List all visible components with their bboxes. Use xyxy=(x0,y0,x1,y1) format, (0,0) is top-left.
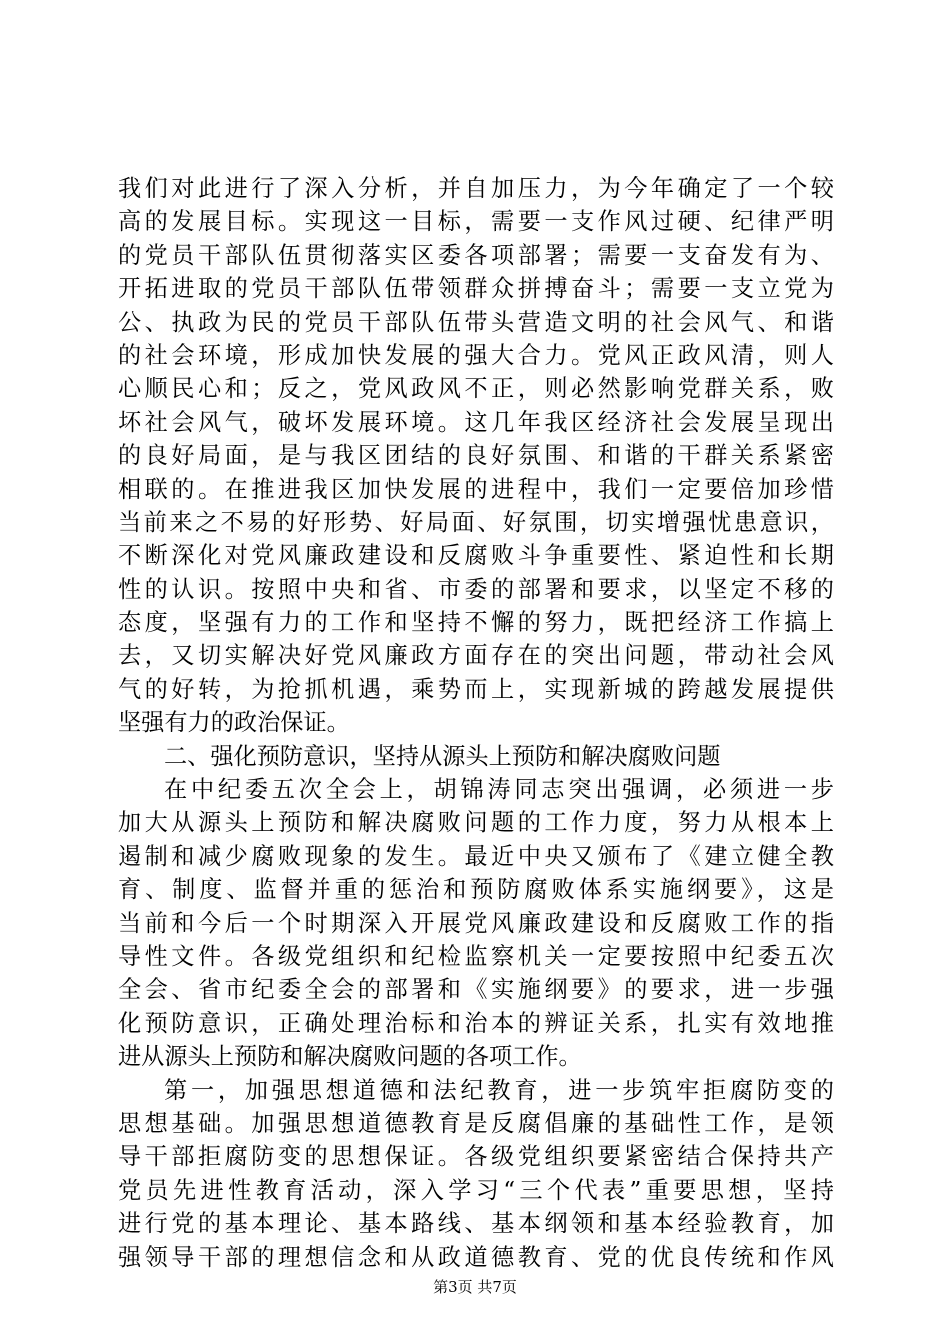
text-line: 气的好转，为抢抓机遇，乘势而上，实现新城的跨越发展提供 xyxy=(118,675,834,703)
text-line: 坏社会风气，破坏发展环境。这几年我区经济社会发展呈现出 xyxy=(118,408,834,436)
text-line: 化预防意识，正确处理治标和治本的辨证关系，扎实有效地推 xyxy=(118,1009,834,1037)
text-line: 坚强有力的政治保证。 xyxy=(118,709,350,737)
text-line: 开拓进取的党员干部队伍带领群众拼搏奋斗；需要一支立党为 xyxy=(118,275,834,303)
text-line: 思想基础。加强思想道德教育是反腐倡廉的基础性工作，是领 xyxy=(118,1109,834,1137)
text-line: 公、执政为民的党员干部队伍带头营造文明的社会风气、和谐 xyxy=(118,308,834,336)
page-number-footer: 第3页 共7页 xyxy=(433,1278,517,1296)
text-line: 去，又切实解决好党风廉政方面存在的突出问题，带动社会风 xyxy=(118,642,834,670)
text-line: 的良好局面，是与我区团结的良好氛围、和谐的干群关系紧密 xyxy=(118,442,834,470)
text-line: 我们对此进行了深入分析，并自加压力，为今年确定了一个较 xyxy=(118,175,834,202)
text-line: 二、强化预防意识，坚持从源头上预防和解决腐败问题 xyxy=(164,742,721,770)
text-line: 党员先进性教育活动，深入学习“三个代表”重要思想，坚持 xyxy=(118,1176,834,1204)
text-line: 导干部拒腐防变的思想保证。各级党组织要紧密结合保持共产 xyxy=(118,1143,834,1171)
text-line: 心顺民心和；反之，党风政风不正，则必然影响党群关系，败 xyxy=(118,375,834,403)
text-line: 进行党的基本理论、基本路线、基本纲领和基本经验教育，加 xyxy=(118,1210,834,1238)
text-line: 态度，坚强有力的工作和坚持不懈的努力，既把经济工作搞上 xyxy=(118,609,834,637)
text-line: 在中纪委五次全会上，胡锦涛同志突出强调，必须进一步 xyxy=(164,776,834,804)
text-line: 导性文件。各级党组织和纪检监察机关一定要按照中纪委五次 xyxy=(118,942,834,970)
paragraph xyxy=(118,1074,834,1274)
text-line: 加大从源头上预防和解决腐败问题的工作力度，努力从根本上 xyxy=(118,809,834,837)
text-line: 当前和今后一个时期深入开展党风廉政建设和反腐败工作的指 xyxy=(118,909,834,937)
text-line: 不断深化对党风廉政建设和反腐败斗争重要性、紧迫性和长期 xyxy=(118,542,834,570)
text-line: 强领导干部的理想信念和从政道德教育、党的优良传统和作风 xyxy=(118,1243,834,1271)
text-line: 当前来之不易的好形势、好局面、好氛围，切实增强忧患意识， xyxy=(118,508,834,536)
text-line: 相联的。在推进我区加快发展的进程中，我们一定要倍加珍惜 xyxy=(118,475,834,503)
text-line: 育、制度、监督并重的惩治和预防腐败体系实施纲要》，这是 xyxy=(118,876,834,904)
paragraph xyxy=(118,740,834,773)
text-line: 第一，加强思想道德和法纪教育，进一步筑牢拒腐防变的 xyxy=(164,1076,834,1104)
text-line: 的党员干部队伍贯彻落实区委各项部署；需要一支奋发有为、 xyxy=(118,241,834,269)
paragraph xyxy=(118,172,834,740)
text-line: 的社会环境，形成加快发展的强大合力。党风正政风清，则人 xyxy=(118,341,834,369)
text-line: 性的认识。按照中央和省、市委的部署和要求，以坚定不移的 xyxy=(118,575,834,603)
text-line: 高的发展目标。实现这一目标，需要一支作风过硬、纪律严明 xyxy=(118,208,834,236)
document-body xyxy=(118,172,834,1274)
text-line: 进从源头上预防和解决腐败问题的各项工作。 xyxy=(118,1043,582,1071)
text-line: 遏制和减少腐败现象的发生。最近中央又颁布了《建立健全教 xyxy=(118,842,834,870)
text-line: 全会、省市纪委全会的部署和《实施纲要》的要求，进一步强 xyxy=(118,976,834,1004)
paragraph xyxy=(118,773,834,1074)
